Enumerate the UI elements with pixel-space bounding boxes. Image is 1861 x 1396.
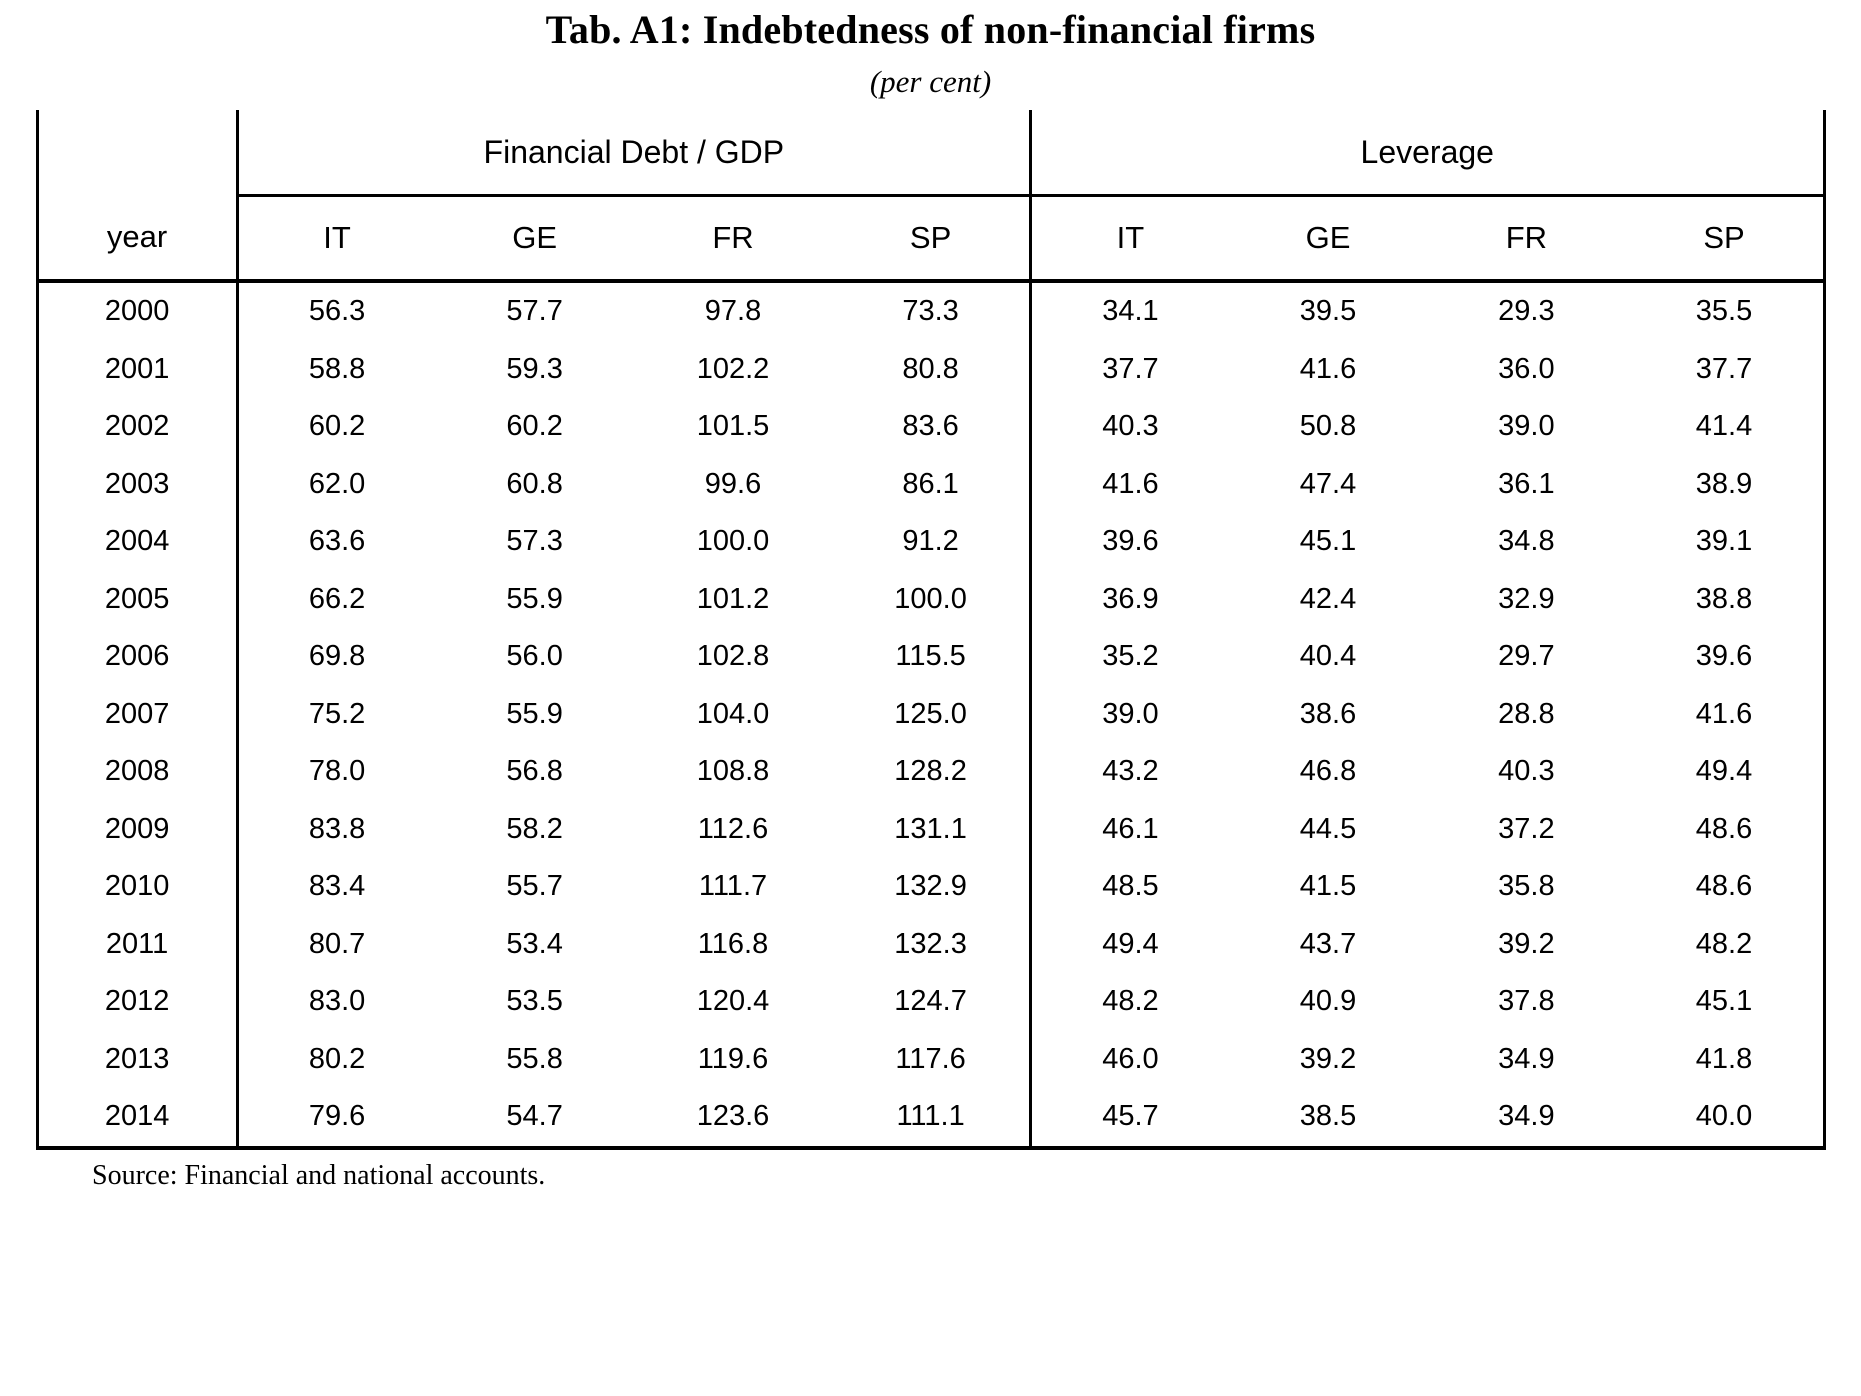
group-header-financial-debt: Financial Debt / GDP — [237, 110, 1030, 196]
cell-debt-fr: 97.8 — [704, 295, 762, 328]
cell-leverage-ge: 43.7 — [1299, 927, 1357, 960]
cell-leverage-fr: 28.8 — [1498, 697, 1555, 730]
cell-year: 2011 — [37, 916, 237, 974]
table-row — [37, 628, 1824, 686]
cell-leverage-ge: 40.9 — [1299, 985, 1357, 1018]
cell-leverage-it: 46.0 — [1031, 1031, 1229, 1089]
cell-leverage-it: 46.1 — [1031, 801, 1229, 859]
cell-leverage-it: 49.4 — [1031, 916, 1229, 974]
table-row — [37, 281, 1824, 341]
cell-leverage-it: 37.7 — [1031, 341, 1229, 399]
cell-leverage-fr: 37.2 — [1498, 812, 1555, 845]
cell-leverage-fr: 39.0 — [1498, 410, 1555, 443]
cell-debt-it: 66.2 — [237, 571, 435, 629]
cell-leverage-sp: 45.1 — [1626, 973, 1824, 1031]
cell-debt-fr: 101.2 — [696, 582, 770, 615]
cell-debt-sp: 132.3 — [894, 927, 967, 960]
cell-leverage-it: 41.6 — [1031, 456, 1229, 514]
cell-debt-it: 56.3 — [237, 281, 435, 341]
table-row — [37, 1031, 1824, 1089]
cell-leverage-ge: 40.4 — [1299, 640, 1357, 673]
cell-debt-fr: 100.0 — [696, 525, 770, 558]
cell-debt-it: 75.2 — [237, 686, 435, 744]
cell-debt-it: 83.0 — [237, 973, 435, 1031]
table-container — [36, 110, 1826, 1150]
table-row — [37, 973, 1824, 1031]
cell-debt-ge: 60.2 — [506, 410, 563, 443]
cell-debt-ge: 53.5 — [506, 985, 563, 1018]
cell-debt-ge: 56.0 — [506, 640, 563, 673]
cell-year: 2014 — [37, 1088, 237, 1148]
cell-debt-it: 80.7 — [237, 916, 435, 974]
table-row — [37, 858, 1824, 916]
cell-leverage-it: 48.5 — [1031, 858, 1229, 916]
column-header-debt-fr: FR — [634, 196, 832, 282]
cell-debt-fr: 112.6 — [697, 812, 769, 845]
column-header-lev-it: IT — [1031, 196, 1229, 282]
table-row — [37, 341, 1824, 399]
cell-debt-ge: 55.9 — [506, 697, 563, 730]
cell-debt-ge: 57.7 — [506, 295, 563, 328]
cell-debt-ge: 53.4 — [506, 927, 563, 960]
cell-leverage-fr: 34.8 — [1498, 525, 1555, 558]
cell-leverage-ge: 38.5 — [1229, 1088, 1427, 1148]
cell-leverage-it: 40.3 — [1031, 398, 1229, 456]
group-header-leverage: Leverage — [1031, 110, 1824, 196]
cell-debt-ge: 56.8 — [506, 755, 563, 788]
cell-leverage-fr: 36.0 — [1498, 352, 1555, 385]
cell-leverage-sp: 40.0 — [1626, 1088, 1824, 1148]
indebtedness-table — [36, 110, 1826, 1150]
cell-debt-fr: 102.2 — [696, 352, 770, 385]
column-header-lev-fr: FR — [1427, 196, 1625, 282]
cell-leverage-ge: 39.2 — [1299, 1042, 1357, 1075]
corner-cell — [37, 110, 237, 196]
cell-leverage-it: 35.2 — [1031, 628, 1229, 686]
cell-leverage-fr: 36.1 — [1498, 467, 1555, 500]
cell-leverage-fr: 29.7 — [1498, 640, 1555, 673]
cell-year: 2000 — [37, 281, 237, 341]
cell-debt-it: 83.8 — [237, 801, 435, 859]
cell-debt-fr: 111.7 — [698, 870, 768, 903]
cell-leverage-sp: 48.6 — [1626, 858, 1824, 916]
cell-year: 2013 — [37, 1031, 237, 1089]
cell-debt-fr: 104.0 — [696, 697, 770, 730]
cell-debt-fr: 116.8 — [697, 927, 769, 960]
cell-leverage-ge: 50.8 — [1299, 410, 1357, 443]
cell-leverage-fr: 29.3 — [1498, 295, 1555, 328]
table-row — [37, 456, 1824, 514]
cell-debt-sp: 73.3 — [902, 295, 959, 328]
cell-debt-fr: 102.8 — [696, 640, 770, 673]
column-header-debt-sp: SP — [832, 196, 1030, 282]
cell-leverage-fr: 40.3 — [1498, 755, 1555, 788]
cell-debt-sp: 100.0 — [894, 582, 967, 615]
cell-debt-fr: 99.6 — [704, 467, 762, 500]
cell-debt-sp: 124.7 — [894, 985, 967, 1018]
cell-debt-it: 63.6 — [237, 513, 435, 571]
cell-debt-ge: 60.8 — [506, 467, 563, 500]
cell-leverage-sp: 38.9 — [1626, 456, 1824, 514]
cell-year: 2003 — [37, 456, 237, 514]
cell-leverage-ge: 42.4 — [1299, 582, 1357, 615]
cell-debt-it: 78.0 — [237, 743, 435, 801]
cell-leverage-sp: 38.8 — [1626, 571, 1824, 629]
cell-leverage-it: 43.2 — [1031, 743, 1229, 801]
cell-debt-sp: 128.2 — [894, 755, 967, 788]
table-row — [37, 686, 1824, 744]
cell-leverage-ge: 46.8 — [1299, 755, 1357, 788]
column-header-lev-ge: GE — [1229, 196, 1427, 282]
cell-leverage-fr: 34.9 — [1427, 1088, 1625, 1148]
cell-debt-ge: 58.2 — [506, 812, 563, 845]
cell-debt-ge: 55.7 — [506, 870, 563, 903]
cell-debt-fr: 108.8 — [696, 755, 770, 788]
cell-leverage-sp: 41.8 — [1626, 1031, 1824, 1089]
table-row — [37, 513, 1824, 571]
cell-leverage-sp: 39.1 — [1626, 513, 1824, 571]
cell-leverage-it: 39.6 — [1031, 513, 1229, 571]
column-header-row — [37, 196, 1824, 282]
cell-year: 2009 — [37, 801, 237, 859]
table-row — [37, 571, 1824, 629]
cell-debt-it: 62.0 — [237, 456, 435, 514]
cell-leverage-sp: 37.7 — [1626, 341, 1824, 399]
column-header-debt-ge: GE — [435, 196, 633, 282]
cell-debt-it: 80.2 — [237, 1031, 435, 1089]
cell-leverage-sp: 48.6 — [1626, 801, 1824, 859]
cell-debt-ge: 55.8 — [506, 1042, 563, 1075]
column-header-year: year — [37, 196, 237, 282]
table-body — [37, 281, 1824, 1148]
cell-year: 2006 — [37, 628, 237, 686]
cell-year: 2001 — [37, 341, 237, 399]
cell-year: 2008 — [37, 743, 237, 801]
cell-debt-sp: 111.1 — [832, 1088, 1030, 1148]
cell-debt-it: 60.2 — [237, 398, 435, 456]
cell-leverage-sp: 35.5 — [1626, 281, 1824, 341]
cell-leverage-it: 36.9 — [1031, 571, 1229, 629]
document-page — [0, 8, 1861, 1396]
cell-leverage-it: 48.2 — [1031, 973, 1229, 1031]
cell-debt-ge: 59.3 — [506, 352, 563, 385]
cell-debt-fr: 101.5 — [696, 410, 770, 443]
cell-leverage-ge: 41.5 — [1299, 870, 1357, 903]
cell-leverage-fr: 32.9 — [1498, 582, 1555, 615]
cell-debt-it: 79.6 — [237, 1088, 435, 1148]
cell-leverage-fr: 35.8 — [1498, 870, 1555, 903]
cell-leverage-sp: 41.6 — [1626, 686, 1824, 744]
cell-debt-sp: 83.6 — [902, 410, 959, 443]
cell-debt-it: 69.8 — [237, 628, 435, 686]
cell-leverage-it: 45.7 — [1031, 1088, 1229, 1148]
cell-year: 2005 — [37, 571, 237, 629]
table-row — [37, 1088, 1824, 1148]
cell-debt-sp: 91.2 — [902, 525, 959, 558]
cell-debt-sp: 86.1 — [902, 467, 959, 500]
cell-debt-sp: 115.5 — [895, 640, 966, 673]
table-header — [37, 110, 1824, 281]
cell-leverage-fr: 39.2 — [1498, 927, 1555, 960]
cell-leverage-ge: 45.1 — [1299, 525, 1357, 558]
cell-leverage-ge: 39.5 — [1299, 295, 1357, 328]
cell-year: 2012 — [37, 973, 237, 1031]
cell-leverage-fr: 34.9 — [1498, 1042, 1555, 1075]
cell-year: 2004 — [37, 513, 237, 571]
cell-debt-fr: 120.4 — [696, 985, 770, 1018]
cell-leverage-sp: 39.6 — [1626, 628, 1824, 686]
column-header-lev-sp: SP — [1626, 196, 1824, 282]
cell-debt-ge: 57.3 — [506, 525, 563, 558]
cell-leverage-ge: 41.6 — [1299, 352, 1357, 385]
cell-leverage-ge: 38.6 — [1299, 697, 1357, 730]
table-title: Tab. A1: Indebtedness of non-financial firms — [545, 7, 1316, 52]
cell-leverage-it: 34.1 — [1031, 281, 1229, 341]
cell-debt-sp: 80.8 — [902, 352, 959, 385]
cell-debt-sp: 125.0 — [894, 697, 967, 730]
cell-leverage-it: 39.0 — [1031, 686, 1229, 744]
column-header-debt-it: IT — [237, 196, 435, 282]
table-row — [37, 398, 1824, 456]
cell-leverage-sp: 49.4 — [1626, 743, 1824, 801]
cell-year: 2007 — [37, 686, 237, 744]
table-subtitle: (per cent) — [869, 64, 992, 99]
cell-leverage-sp: 41.4 — [1626, 398, 1824, 456]
table-row — [37, 916, 1824, 974]
table-row — [37, 801, 1824, 859]
cell-debt-ge: 55.9 — [506, 582, 563, 615]
cell-leverage-fr: 37.8 — [1498, 985, 1555, 1018]
cell-leverage-ge: 44.5 — [1299, 812, 1357, 845]
cell-year: 2010 — [37, 858, 237, 916]
cell-debt-it: 83.4 — [237, 858, 435, 916]
cell-leverage-sp: 48.2 — [1626, 916, 1824, 974]
cell-debt-sp: 131.1 — [894, 812, 967, 845]
cell-debt-sp: 117.6 — [895, 1042, 966, 1075]
cell-debt-ge: 54.7 — [435, 1088, 633, 1148]
cell-debt-fr: 123.6 — [634, 1088, 832, 1148]
cell-year: 2002 — [37, 398, 237, 456]
table-source-note: Source: Financial and national accounts. — [92, 1159, 546, 1191]
cell-leverage-ge: 47.4 — [1299, 467, 1357, 500]
table-row — [37, 743, 1824, 801]
group-header-row — [37, 110, 1824, 196]
cell-debt-it: 58.8 — [237, 341, 435, 399]
cell-debt-fr: 119.6 — [697, 1042, 769, 1075]
cell-debt-sp: 132.9 — [894, 870, 967, 903]
